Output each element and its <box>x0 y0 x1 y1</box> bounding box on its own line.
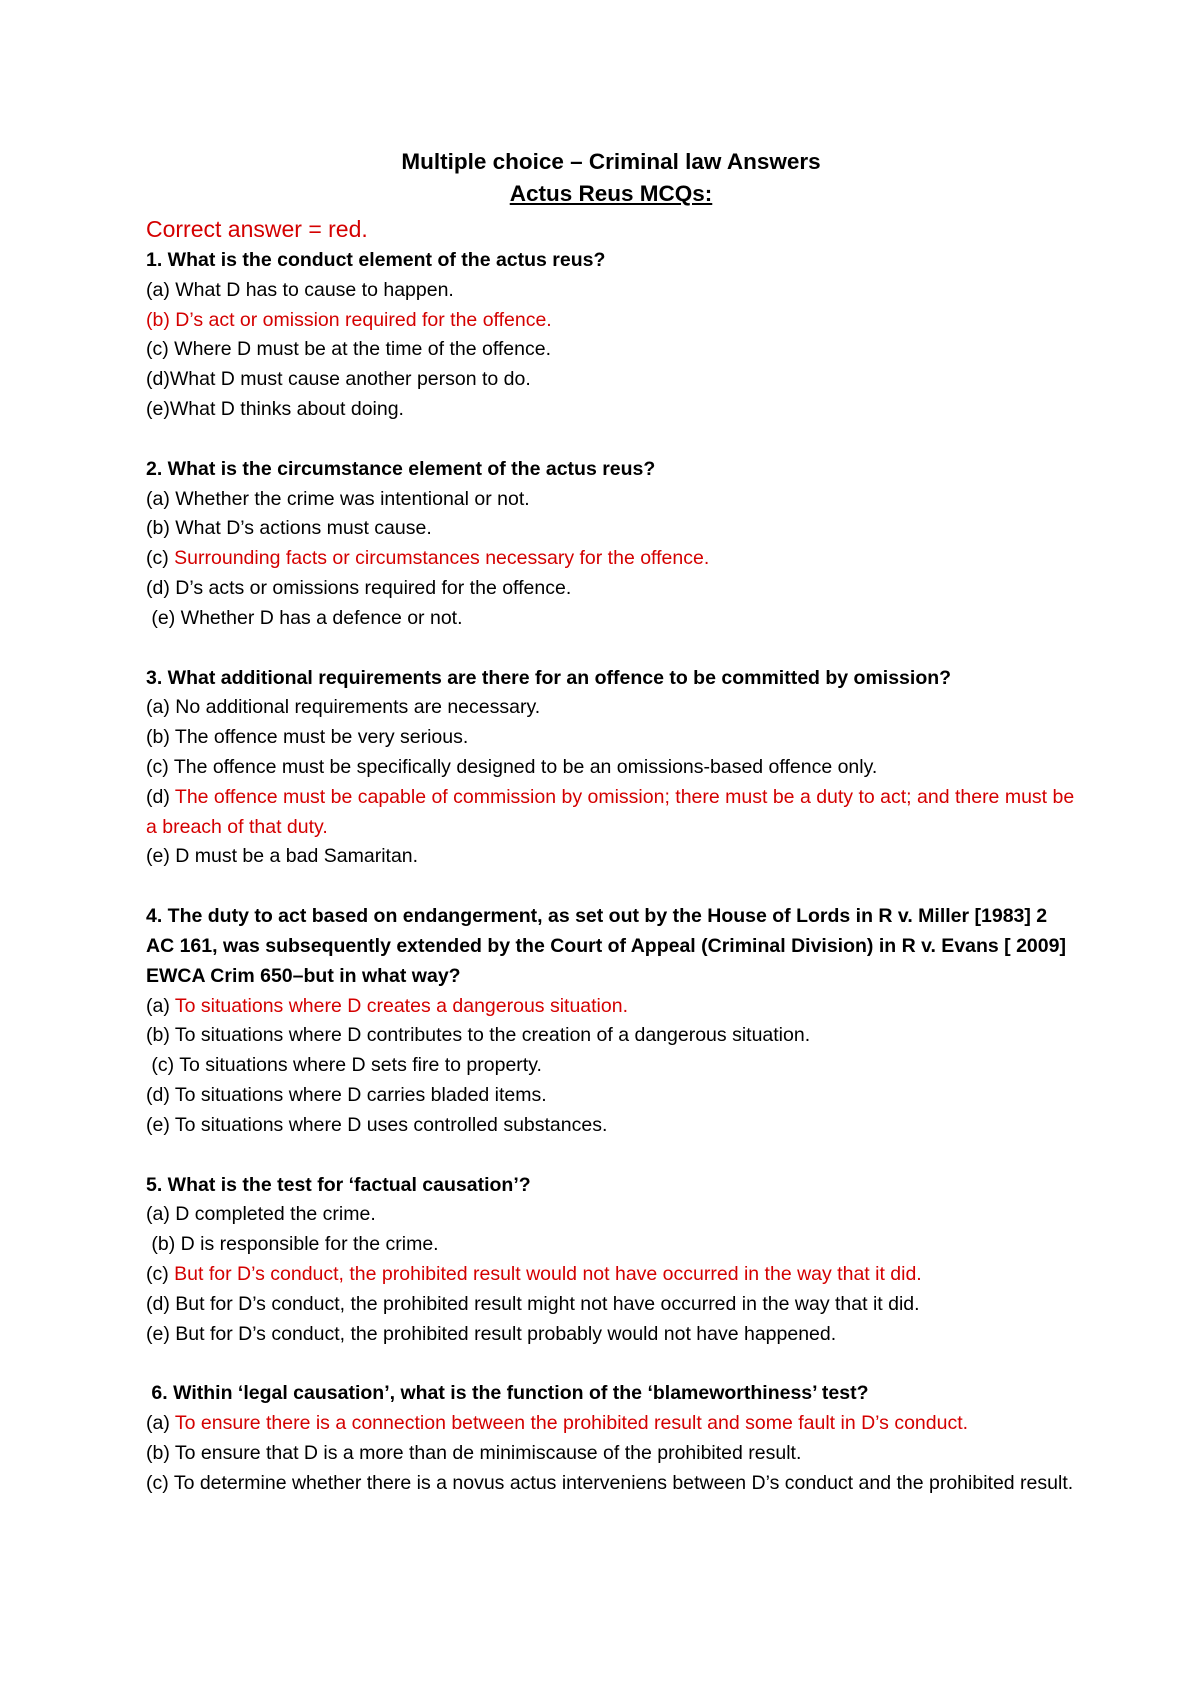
document-subtitle: Actus Reus MCQs: <box>509 181 713 206</box>
option-letter: (a) <box>146 1412 170 1435</box>
option-text: Whether the crime was intentional or not. <box>169 487 530 510</box>
option-text: To situations where D uses controlled substances. <box>169 1113 608 1136</box>
option-a-correct <box>146 992 1076 1022</box>
option-letter: (d) <box>146 1083 170 1106</box>
option-letter: (a) <box>146 994 170 1017</box>
option-a <box>146 1200 1076 1230</box>
correct-answer-legend: Correct answer = red. <box>146 216 368 242</box>
option-text: The offence must be very serious. <box>169 726 469 749</box>
option-b <box>146 1230 1076 1260</box>
option-letter: (b) <box>146 1441 170 1464</box>
option-c <box>146 1051 1076 1081</box>
option-text: D’s acts or omissions required for the offence. <box>169 576 572 599</box>
document-title: Multiple choice – Criminal law Answers <box>401 149 821 174</box>
option-text: To situations where D sets fire to property. <box>174 1054 542 1077</box>
option-letter: (d) <box>146 1292 170 1315</box>
option-letter: (c) <box>146 1471 169 1494</box>
option-a-correct <box>146 1409 1076 1439</box>
question-text: 6. Within ‘legal causation’, what is the function of the ‘blameworthiness’ test? <box>146 1382 869 1405</box>
option-text: To ensure there is a connection between the prohibited result and some fault in D’s conduct. <box>169 1412 969 1435</box>
option-letter: (b) <box>146 726 170 749</box>
option-text: But for D’s conduct, the prohibited result would not have occurred in the way that it did. <box>168 1262 922 1285</box>
option-text: Where D must be at the time of the offence. <box>168 338 551 361</box>
option-text: What D’s actions must cause. <box>169 517 432 540</box>
option-e <box>146 1320 1076 1350</box>
option-letter: (c) <box>146 755 169 778</box>
option-a <box>146 693 1076 723</box>
option-letter: (d) <box>146 576 170 599</box>
option-b <box>146 514 1076 544</box>
option-text: Surrounding facts or circumstances necessary for the offence. <box>168 547 710 570</box>
option-c <box>146 753 1076 783</box>
option-letter: (c) <box>146 338 169 361</box>
option-letter: (b) <box>146 1024 170 1047</box>
option-letter: (a) <box>146 696 170 719</box>
option-letter: (b <box>146 308 164 331</box>
option-text: D must be a bad Samaritan. <box>169 845 419 868</box>
option-b <box>146 1021 1076 1051</box>
option-letter: (e) <box>146 845 170 868</box>
option-b <box>146 723 1076 753</box>
option-text: D completed the crime. <box>169 1203 376 1226</box>
option-letter: (b) <box>146 517 170 540</box>
question-text: 5. What is the test for ‘factual causation’? <box>146 1173 531 1196</box>
option-d <box>146 1290 1076 1320</box>
option-c-correct <box>146 544 1076 574</box>
option-e <box>146 395 1076 425</box>
question-5 <box>146 1171 1076 1350</box>
option-text: To situations where D contributes to the creation of a dangerous situation. <box>169 1024 811 1047</box>
option-text: Whether D has a defence or not. <box>175 606 463 629</box>
document-content <box>146 146 1076 1498</box>
option-text: What D has to cause to happen. <box>169 278 454 301</box>
option-text: To situations where D creates a dangerous situation. <box>169 994 628 1017</box>
option-b-correct <box>146 306 1076 336</box>
option-letter: (c) <box>146 1262 169 1285</box>
option-c <box>146 1469 1076 1499</box>
option-d <box>146 365 1076 395</box>
option-text: The offence must be capable of commission by omission; there must be a duty to act; and there must be a breach of that duty. <box>146 785 1075 838</box>
option-letter: (a) <box>146 487 170 510</box>
option-letter: (a) <box>146 278 170 301</box>
question-4 <box>146 902 1076 1140</box>
option-b <box>146 1439 1076 1469</box>
option-c <box>146 335 1076 365</box>
option-letter: (e) <box>146 1322 170 1345</box>
question-text: 3. What additional requirements are there for an offence to be committed by omission? <box>146 666 952 689</box>
option-letter: (d) <box>146 785 170 808</box>
option-letter: (c) <box>146 547 169 570</box>
question-text: 2. What is the circumstance element of the actus reus? <box>146 457 656 480</box>
option-a <box>146 276 1076 306</box>
option-d <box>146 574 1076 604</box>
option-text: D is responsible for the crime. <box>175 1233 439 1256</box>
question-2 <box>146 455 1076 634</box>
option-letter: (d) <box>146 368 170 391</box>
option-letter: (b) <box>146 1233 176 1256</box>
option-e <box>146 842 1076 872</box>
question-1 <box>146 246 1076 425</box>
option-letter: (c) <box>146 1054 175 1077</box>
option-text: To determine whether there is a novus actus interveniens between D’s conduct and the prohibited result. <box>168 1471 1074 1494</box>
option-text: To ensure that D is a more than de minimiscause of the prohibited result. <box>169 1441 802 1464</box>
option-letter: (a) <box>146 1203 170 1226</box>
option-e <box>146 1111 1076 1141</box>
option-letter: (e) <box>146 397 170 420</box>
question-6 <box>146 1379 1076 1498</box>
option-e <box>146 604 1076 634</box>
option-d-correct <box>146 783 1076 843</box>
question-3 <box>146 664 1076 873</box>
option-text: But for D’s conduct, the prohibited result probably would not have happened. <box>169 1322 837 1345</box>
question-text: 4. The duty to act based on endangerment, as set out by the House of Lords in R v. Miller [1983] 2 AC 161, was subsequently extended by the Court of Appeal (Criminal Division) in R v. Evans [ 2009] EWCA Crim 650–but in what way? <box>146 905 1066 987</box>
option-text: What D thinks about doing. <box>169 397 404 420</box>
option-text: What D must cause another person to do. <box>169 368 531 391</box>
option-letter: (e) <box>146 606 176 629</box>
option-text: But for D’s conduct, the prohibited result might not have occurred in the way that it did. <box>169 1292 920 1315</box>
option-text: No additional requirements are necessary. <box>169 696 541 719</box>
option-text: To situations where D carries bladed items. <box>169 1083 547 1106</box>
option-c-correct <box>146 1260 1076 1290</box>
option-text: ) D’s act or omission required for the offence. <box>163 308 552 331</box>
question-text: 1. What is the conduct element of the actus reus? <box>146 249 606 271</box>
option-d <box>146 1081 1076 1111</box>
option-a <box>146 485 1076 515</box>
option-letter: (e) <box>146 1113 170 1136</box>
option-text: The offence must be specifically designed to be an omissions-based offence only. <box>168 755 878 778</box>
